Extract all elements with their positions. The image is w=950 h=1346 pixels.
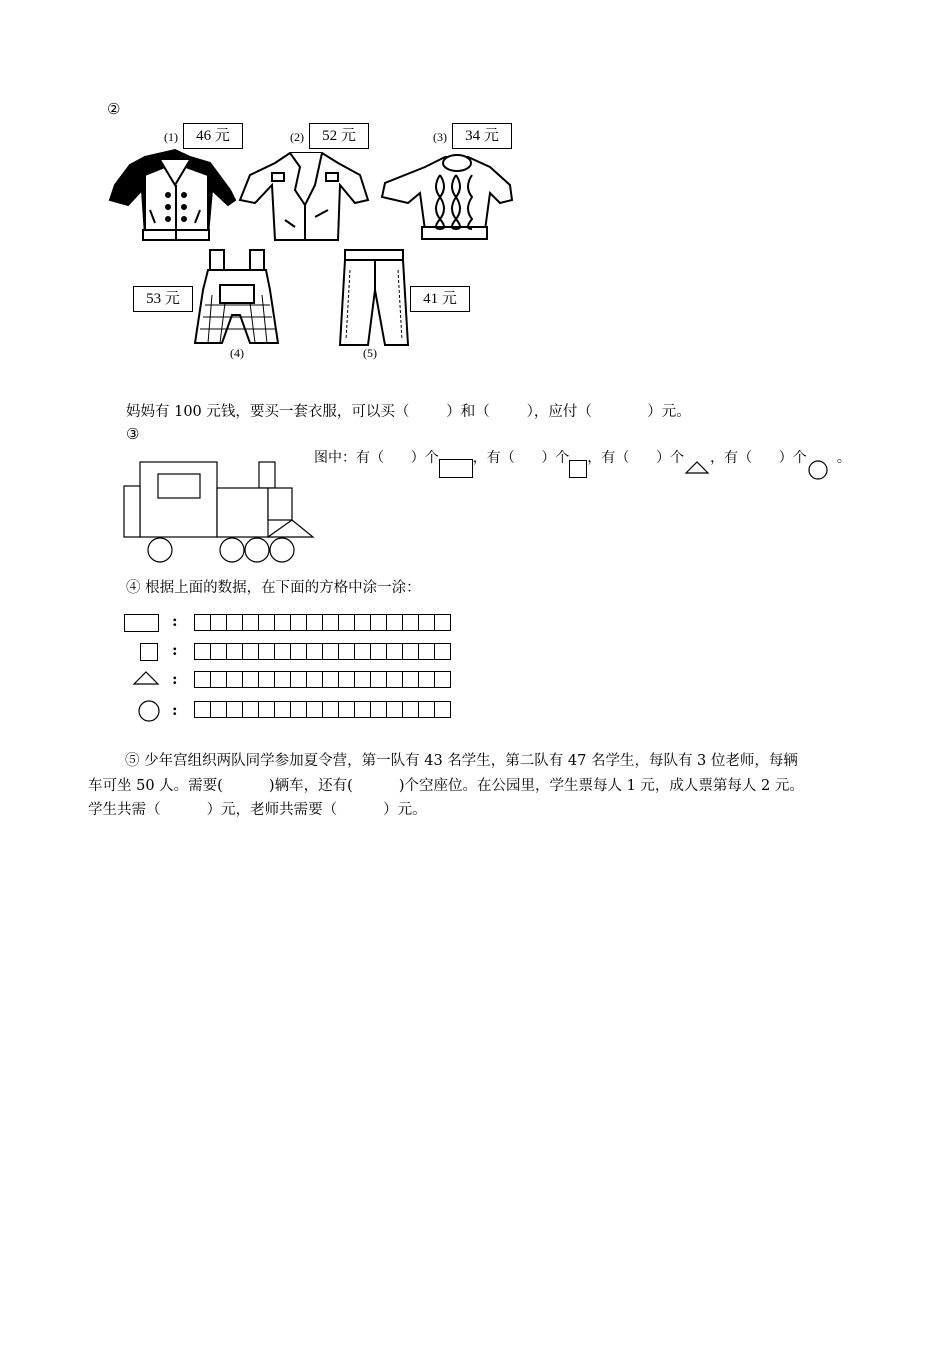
train-front: [268, 488, 292, 520]
colon: :: [172, 701, 178, 719]
grid-cell[interactable]: [402, 643, 419, 660]
train-body: [217, 488, 268, 537]
grid-cell[interactable]: [386, 701, 403, 718]
question-2-marker: ②: [107, 100, 121, 118]
grid-cell[interactable]: [386, 671, 403, 688]
grid-cell[interactable]: [338, 701, 355, 718]
grid-cell[interactable]: [226, 671, 243, 688]
grid-cell[interactable]: [306, 701, 323, 718]
grid-cell[interactable]: [274, 701, 291, 718]
question-5-line-2: 车可坐 50 人。需要( )辆车，还有( )个空座位。在公园里，学生票每人 1 元，成人票第每人 2 元。: [88, 777, 804, 794]
grid-row-circle[interactable]: [195, 701, 451, 718]
rectangle-icon: [439, 459, 473, 478]
q3-end: 。: [836, 450, 851, 466]
grid-cell[interactable]: [306, 671, 323, 688]
question-5-line-1: ⑤ 少年宫组织两队同学参加夏令营，第一队有 43 名学生，第二队有 47 名学生，每队有 3 位老师，每辆: [125, 753, 798, 769]
grid-cell[interactable]: [354, 671, 371, 688]
train-back: [124, 486, 140, 537]
grid-cell[interactable]: [226, 614, 243, 631]
sweater-icon: [382, 155, 512, 239]
grid-cell[interactable]: [210, 614, 227, 631]
grid-cell[interactable]: [418, 701, 435, 718]
grid-cell[interactable]: [418, 643, 435, 660]
item-1-price: 46 元: [183, 123, 243, 149]
item-5-number: (5): [363, 346, 377, 360]
grid-cell[interactable]: [194, 643, 211, 660]
grid-cell[interactable]: [226, 701, 243, 718]
legend-rectangle-icon: [124, 614, 159, 632]
legend-circle-icon: [137, 699, 161, 723]
item-4-number: (4): [230, 346, 244, 360]
grid-row-square[interactable]: [195, 643, 451, 660]
grid-cell[interactable]: [338, 643, 355, 660]
pants-icon: [340, 250, 408, 345]
grid-cell[interactable]: [386, 643, 403, 660]
grid-cell[interactable]: [322, 643, 339, 660]
overalls-icon: [195, 250, 278, 343]
grid-cell[interactable]: [274, 671, 291, 688]
grid-cell[interactable]: [402, 671, 419, 688]
legend-square-icon: [140, 643, 158, 661]
circle-icon: [807, 447, 829, 483]
train-cowcatcher: [268, 520, 313, 537]
item-4-price: 53 元: [133, 286, 193, 312]
grid-cell[interactable]: [290, 701, 307, 718]
q3-prefix: 图中：有（ ）个: [314, 450, 439, 466]
grid-cell[interactable]: [418, 671, 435, 688]
grid-cell[interactable]: [386, 614, 403, 631]
grid-cell[interactable]: [338, 671, 355, 688]
grid-cell[interactable]: [322, 701, 339, 718]
grid-cell[interactable]: [258, 643, 275, 660]
question-5-line-3: 学生共需（ ）元，老师共需要（ ）元。: [88, 802, 427, 818]
grid-cell[interactable]: [306, 614, 323, 631]
grid-cell[interactable]: [194, 671, 211, 688]
grid-cell[interactable]: [290, 643, 307, 660]
grid-cell[interactable]: [402, 701, 419, 718]
question-3-text: [314, 447, 851, 483]
grid-cell[interactable]: [258, 614, 275, 631]
grid-cell[interactable]: [226, 643, 243, 660]
leather-jacket-icon: [240, 153, 368, 240]
grid-cell[interactable]: [242, 614, 259, 631]
item-2-number: (2): [290, 130, 304, 144]
grid-cell[interactable]: [370, 614, 387, 631]
train-chimney: [259, 462, 275, 488]
square-icon: [569, 460, 587, 478]
grid-cell[interactable]: [322, 671, 339, 688]
train-window: [158, 474, 200, 498]
item-3-price: 34 元: [452, 123, 512, 149]
grid-cell[interactable]: [402, 614, 419, 631]
grid-cell[interactable]: [274, 643, 291, 660]
question-5: [88, 749, 868, 823]
item-5-price: 41 元: [410, 286, 470, 312]
grid-cell[interactable]: [194, 701, 211, 718]
item-1-number: (1): [164, 130, 178, 144]
q3-rect-text: ，有（ ）个: [472, 450, 570, 466]
grid-cell[interactable]: [434, 671, 451, 688]
grid-row-rectangle[interactable]: [195, 614, 451, 631]
grid-cell[interactable]: [354, 643, 371, 660]
colon: :: [172, 641, 178, 659]
baseball-jacket-icon: [110, 150, 235, 240]
colon: :: [172, 670, 178, 688]
grid-cell[interactable]: [338, 614, 355, 631]
grid-cell[interactable]: [434, 643, 451, 660]
grid-row-triangle[interactable]: [195, 671, 451, 688]
triangle-icon: [684, 447, 710, 477]
q3-triangle-text: ，有（ ）个: [710, 450, 807, 466]
train-cab: [140, 462, 217, 537]
item-2-price: 52 元: [309, 123, 369, 149]
item-3-number: (3): [433, 130, 447, 144]
grid-cell[interactable]: [370, 643, 387, 660]
grid-cell[interactable]: [242, 671, 259, 688]
grid-cell[interactable]: [434, 701, 451, 718]
legend-triangle-icon: [132, 668, 162, 688]
grid-cell[interactable]: [370, 701, 387, 718]
grid-cell[interactable]: [354, 614, 371, 631]
grid-cell[interactable]: [322, 614, 339, 631]
grid-cell[interactable]: [370, 671, 387, 688]
q3-square-text: ，有（ ）个: [587, 450, 685, 466]
grid-cell[interactable]: [210, 671, 227, 688]
question-2-text: 妈妈有 100 元钱，要买一套衣服，可以买（ ）和（ ），应付（ ）元。: [126, 404, 691, 420]
grid-cell[interactable]: [210, 643, 227, 660]
grid-cell[interactable]: [290, 614, 307, 631]
grid-cell[interactable]: [210, 701, 227, 718]
grid-cell[interactable]: [258, 701, 275, 718]
clothing-illustrations: [100, 145, 530, 365]
grid-cell[interactable]: [354, 701, 371, 718]
grid-cell[interactable]: [274, 614, 291, 631]
grid-cell[interactable]: [194, 614, 211, 631]
colon: :: [172, 612, 178, 630]
grid-cell[interactable]: [418, 614, 435, 631]
grid-cell[interactable]: [242, 643, 259, 660]
question-4-title: ④ 根据上面的数据，在下面的方格中涂一涂：: [126, 580, 421, 596]
grid-cell[interactable]: [242, 701, 259, 718]
grid-cell[interactable]: [306, 643, 323, 660]
grid-cell[interactable]: [434, 614, 451, 631]
question-3-marker: ③: [126, 425, 140, 443]
train-figure: [120, 458, 320, 566]
grid-cell[interactable]: [290, 671, 307, 688]
grid-cell[interactable]: [258, 671, 275, 688]
